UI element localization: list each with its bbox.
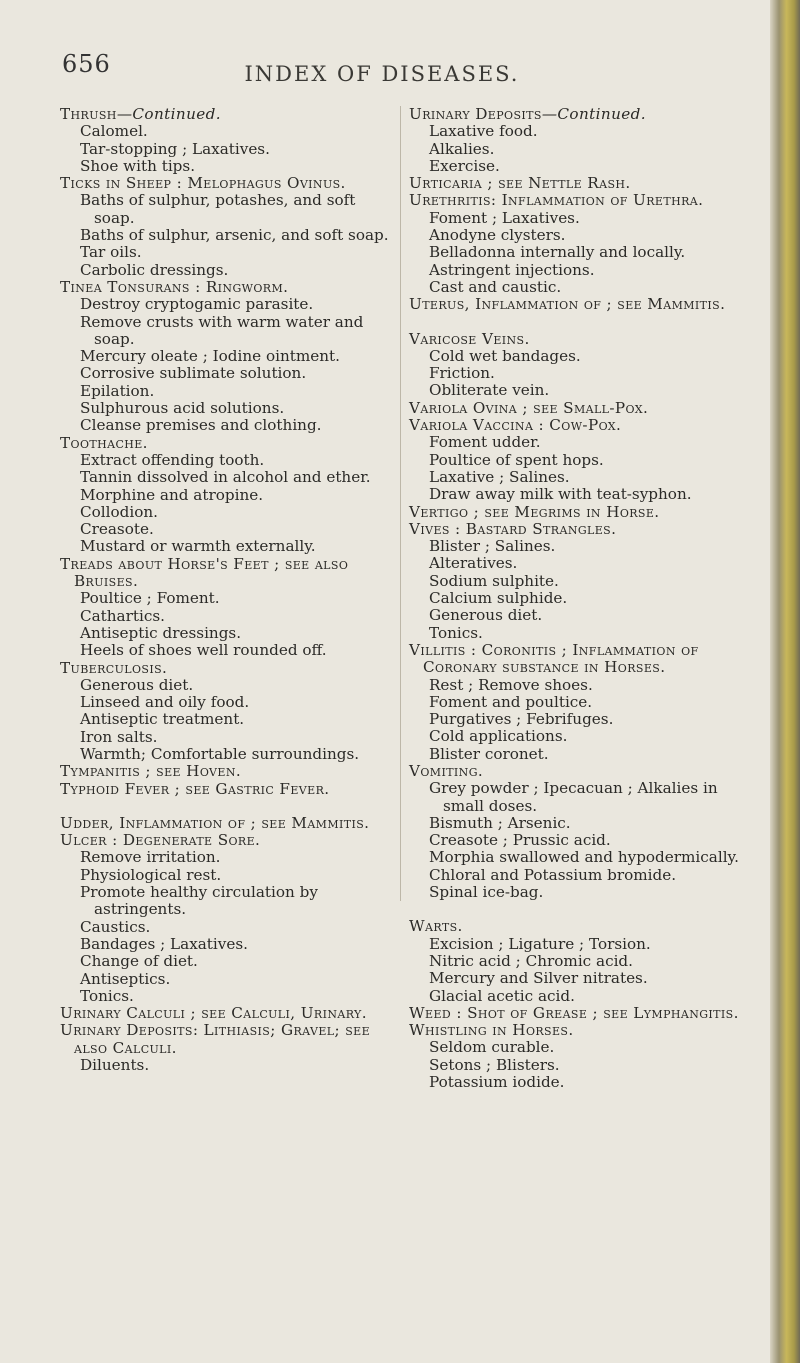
entry-heading [409,1005,743,1022]
entry-heading-term: Uterus, Inflammation of [409,295,602,314]
entry-heading [409,192,743,209]
treatment-line: Corrosive sublimate solution. [80,364,307,383]
entry-heading-suffix: ; see Mammitis. [601,295,726,314]
treatment-line: Mustard or warmth externally. [80,537,316,556]
right-column [400,105,743,1092]
entry-heading-suffix: ; see Gastric Fever. [169,779,330,798]
section-gap [60,798,390,815]
treatment-line: Exercise. [429,156,500,175]
treatment-line: Physiological rest. [80,865,222,884]
treatment-line: Baths of sulphur, potashes, and soft soap. [80,191,356,227]
treatment-line: Poultice of spent hops. [429,450,604,469]
entry-heading-suffix: : Shot of Grease ; see Lymphangitis. [451,1003,739,1022]
entry-heading-term: Tinea Tonsurans [60,277,190,296]
treatment-line: Shoe with tips. [80,156,196,175]
index-entry [409,400,743,417]
treatment-line: Generous diet. [80,675,194,694]
treatment-line: Setons ; Blisters. [429,1055,560,1074]
index-entry [60,832,390,1005]
treatment-line: Potassium iodide. [429,1073,565,1092]
entry-heading-suffix: : Coronitis ; Inflammation of Coronary substance in Horses. [423,640,699,677]
treatment-line: Destroy cryptogamic parasite. [80,295,314,314]
treatment-line: Baths of sulphur, arsenic, and soft soap. [80,226,389,245]
index-entry [409,918,743,1004]
index-entry [409,642,743,763]
treatment-line: Morphine and atropine. [80,485,264,504]
entry-heading [60,763,390,780]
entry-heading-suffix: : Lithiasis; Gravel; see also Calculi. [74,1021,370,1057]
entry-heading-suffix: ; see Hoven. [140,762,242,781]
entry-heading [409,642,743,677]
treatment-line: Anodyne clysters. [429,226,566,245]
treatment-line: Foment ; Laxatives. [429,208,580,227]
entry-heading [409,175,743,192]
entry-heading-term: Ticks in Sheep [60,174,172,193]
treatment-line: Antiseptic dressings. [80,623,242,642]
index-entry [60,781,390,798]
treatment-line: Heels of shoes well rounded off. [80,641,327,660]
index-entry [409,175,743,192]
treatment-line: Belladonna internally and locally. [429,243,686,262]
index-entry [60,556,390,660]
entry-heading-term: Urinary Deposits [409,105,542,123]
entry-heading-term: Weed [409,1003,452,1022]
entry-heading-term: Vives [409,519,450,538]
entry-heading-suffix: : Ringworm. [189,277,289,296]
entry-heading-suffix: ; see also Bruises. [74,554,349,591]
entry-heading-suffix: ; see Megrims in Horse. [468,502,660,521]
treatment-line: Sodium sulphite. [429,571,559,590]
entry-heading-term: Variola Ovina [409,398,518,417]
index-entry [409,331,743,400]
entry-heading [409,504,743,521]
treatment-line: Change of diet. [80,952,198,971]
treatment-line: Blister coronet. [429,744,549,763]
entry-heading-term: Tympanitis [60,762,141,781]
index-entry [409,1022,743,1091]
treatment-line: Antiseptic treatment. [80,710,245,729]
entry-heading [60,832,390,849]
entry-heading-suffix: ; see Small-Pox. [517,398,649,417]
treatment-line: Blister ; Salines. [429,537,556,556]
entry-heading-term: Urethritis [409,191,491,210]
treatment-line: Chloral and Potassium bromide. [429,865,677,884]
treatment-line: Rest ; Remove shoes. [429,675,593,694]
index-entry [409,763,743,901]
treatment-line: Iron salts. [80,727,158,746]
treatment-line: Draw away milk with teat-syphon. [429,485,692,504]
treatment-line: Mercury oleate ; Iodine ointment. [80,347,340,366]
treatment-line: Generous diet. [429,606,543,625]
entry-heading-suffix: : Cow-Pox. [533,416,622,435]
treatment-line: Bismuth ; Arsenic. [429,813,571,832]
treatment-line: Calomel. [80,122,148,141]
page-number: 656 [62,50,111,78]
section-gap [409,314,743,331]
treatment-line: Tonics. [429,623,483,642]
treatment-line: Carbolic dressings. [80,260,229,279]
entry-heading [60,556,390,591]
index-entry [60,815,390,832]
entry-heading [60,1005,390,1022]
treatment-line: Tonics. [80,986,134,1005]
entry-heading-suffix: : Inflammation of Urethra. [490,191,704,210]
treatment-line: Nitric acid ; Chromic acid. [429,951,633,970]
treatment-line: Cast and caustic. [429,277,562,296]
entry-heading [60,175,390,192]
entry-heading-term: Warts. [409,917,463,936]
treatment-line: Alteratives. [429,554,518,573]
entry-heading-term: Toothache. [60,433,148,452]
entry-heading-suffix: : Degenerate Sore. [106,831,261,850]
entry-heading-suffix: : Melophagus Ovinus. [171,174,346,193]
treatment-line: Cleanse premises and clothing. [80,416,322,435]
index-entry [409,1005,743,1022]
treatment-line: Poultice ; Foment. [80,589,220,608]
treatment-line: Friction. [429,364,495,383]
treatment-line: Calcium sulphide. [429,589,568,608]
treatment-line: Remove crusts with warm water and soap. [80,312,364,348]
treatment-line: Foment udder. [429,433,541,452]
treatment-line: Creasote ; Prussic acid. [429,831,611,850]
treatment-line: Cold wet bandages. [429,346,581,365]
entry-heading-term: Urinary Deposits [60,1021,193,1040]
entry-heading-suffix: ; see Calculi, Urinary. [185,1004,367,1023]
section-gap [409,901,743,918]
treatment-line: Bandages ; Laxatives. [80,934,248,953]
treatment-line: Mercury and Silver nitrates. [429,969,648,988]
index-entry [409,192,743,296]
entry-heading [409,1022,743,1039]
treatment-line: Tar-stopping ; Laxatives. [80,139,270,158]
entry-heading-term: Villitis [409,640,466,659]
entry-heading [60,1022,390,1057]
entry-heading [409,417,743,434]
entry-heading-term: Typhoid Fever [60,779,170,798]
index-entry [409,296,743,313]
entry-heading-suffix: —Continued. [116,105,222,123]
treatment-line: Extract offending tooth. [80,450,265,469]
treatment-line: Foment and poultice. [429,692,593,711]
entry-heading-suffix: —Continued. [541,105,647,123]
index-entry [60,175,390,279]
treatment-line: Cathartics. [80,606,165,625]
entry-heading [60,279,390,296]
page-edge [770,0,800,1363]
treatment-line: Caustics. [80,917,151,936]
treatment-line: Epilation. [80,381,155,400]
treatment-line: Sulphurous acid solutions. [80,399,285,418]
treatment-line: Laxative food. [429,122,538,141]
index-entry [60,279,390,435]
entry-heading [409,400,743,417]
treatment-line: Grey powder ; Ipecacuan ; Alkalies in small doses. [429,779,718,815]
treatment-line: Antiseptics. [80,969,171,988]
entry-heading-term: Vomiting. [409,761,484,780]
treatment-line: Laxative ; Salines. [429,467,570,486]
entry-heading [409,331,743,348]
treatment-line: Remove irritation. [80,848,221,867]
treatment-line: Alkalies. [429,139,495,158]
treatment-line: Tar oils. [80,243,142,262]
entry-heading [60,106,390,123]
treatment-line: Morphia swallowed and hypodermically. [429,848,739,867]
index-entry [60,660,390,764]
entry-heading [409,296,743,313]
treatment-line: Diluents. [80,1056,150,1075]
index-entry [60,1022,390,1074]
treatment-line: Purgatives ; Febrifuges. [429,710,614,729]
entry-heading-term: Treads about Horse's Feet [60,554,269,573]
left-column [60,106,390,1074]
index-entry [409,106,743,175]
treatment-line: Astringent injections. [429,260,595,279]
treatment-line: Excision ; Ligature ; Torsion. [429,934,651,953]
entry-heading-term: Ulcer [60,831,107,850]
entry-heading-term: Urinary Calculi [60,1004,186,1023]
entry-heading [60,781,390,798]
entry-heading-term: Variola Vaccina [409,416,534,435]
entry-heading [409,521,743,538]
entry-heading [60,435,390,452]
index-entry [409,504,743,521]
treatment-line: Collodion. [80,502,158,521]
entry-heading-term: Udder, Inflammation of [60,813,246,832]
running-title: INDEX OF DISEASES. [244,62,520,86]
entry-heading-term: Tuberculosis. [60,658,168,677]
index-entry [60,106,390,175]
treatment-line: Promote healthy circulation by astringents. [80,883,318,919]
entry-heading-term: Thrush [60,105,117,123]
treatment-line: Spinal ice-bag. [429,883,544,902]
treatment-line: Linseed and oily food. [80,693,250,712]
treatment-line: Cold applications. [429,727,568,746]
entry-heading-term: Whistling in Horses. [409,1021,574,1040]
entry-heading-suffix: ; see Nettle Rash. [482,174,631,193]
treatment-line: Tannin dissolved in alcohol and ether. [80,468,371,487]
index-entry [409,417,743,503]
index-entry [409,521,743,642]
treatment-line: Seldom curable. [429,1038,555,1057]
entry-heading [60,660,390,677]
entry-heading-term: Vertigo [409,502,469,521]
entry-heading-suffix: ; see Mammitis. [245,813,370,832]
treatment-line: Creasote. [80,520,154,539]
entry-heading [409,918,743,935]
entry-heading-term: Varicose Veins. [409,329,530,348]
entry-heading-term: Urticaria [409,174,483,193]
entry-heading-suffix: : Bastard Strangles. [449,519,617,538]
entry-heading [409,763,743,780]
index-entry [60,435,390,556]
index-entry [60,763,390,780]
page-header [62,50,702,86]
treatment-line: Warmth; Comfortable surroundings. [80,744,360,763]
entry-heading [409,106,743,123]
entry-heading [60,815,390,832]
treatment-line: Glacial acetic acid. [429,986,575,1005]
index-entry [60,1005,390,1022]
treatment-line: Obliterate vein. [429,381,550,400]
